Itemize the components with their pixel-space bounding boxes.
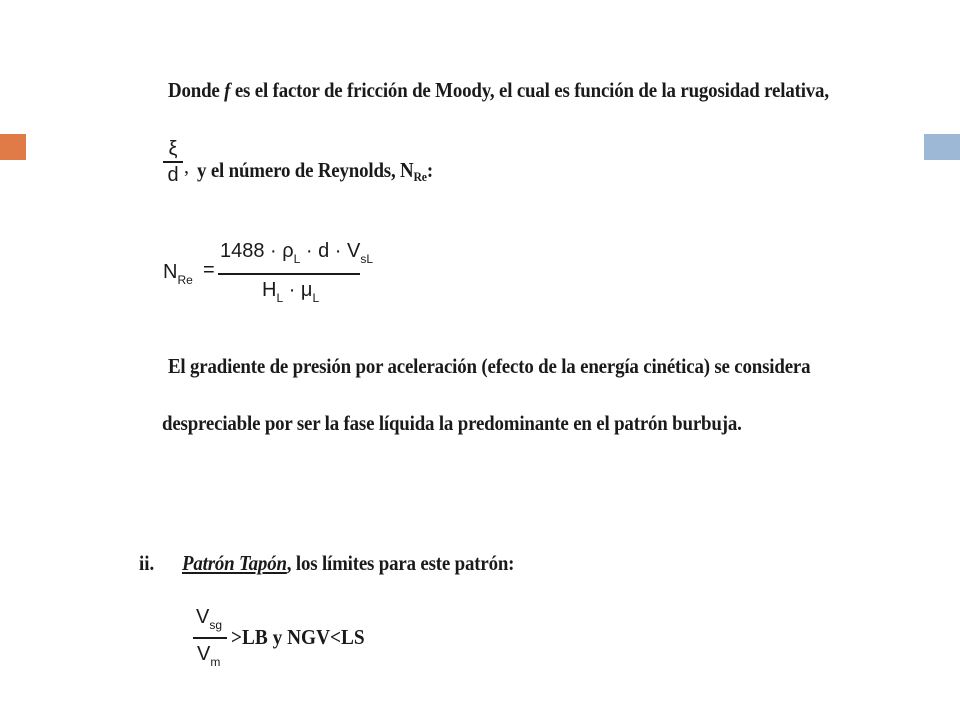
reynolds-denominator-part-a: H bbox=[262, 279, 277, 301]
fraction-bar bbox=[163, 161, 183, 163]
paragraph-reynolds-number bbox=[197, 158, 433, 185]
reynolds-denominator bbox=[262, 279, 319, 305]
list-item-rest: , los límites para este patrón: bbox=[286, 551, 515, 575]
roughness-denominator: d bbox=[167, 163, 179, 186]
paragraph-moody-factor bbox=[168, 78, 829, 103]
reynolds-lhs-subscript: Re bbox=[177, 273, 193, 287]
paragraph2-text: y el número de Reynolds, N bbox=[197, 158, 414, 182]
pattern-name: Patrón Tapón bbox=[182, 551, 287, 575]
reynolds-numerator-part-a: 1488 · ρ bbox=[220, 240, 294, 262]
paragraph1-lead: Donde bbox=[168, 78, 225, 102]
reynolds-lhs-symbol: N bbox=[163, 261, 178, 283]
paragraph1-rest: es el factor de fricción de Moody, el cual es función de la rugosidad relativa, bbox=[230, 78, 829, 102]
relative-roughness-fraction bbox=[163, 138, 183, 186]
paragraph2-suffix: : bbox=[426, 158, 433, 182]
reynolds-denominator-part-b: · μ bbox=[283, 279, 313, 301]
reynolds-numerator-sub-1: L bbox=[293, 252, 301, 266]
orange-accent-block bbox=[0, 134, 26, 160]
paragraph-negligible: despreciable por ser la fase líquida la predominante en el patrón burbuja. bbox=[162, 411, 742, 435]
velocity-ratio-bar bbox=[193, 637, 227, 639]
reynolds-numerator bbox=[220, 240, 373, 266]
list-item-slug-pattern bbox=[182, 551, 514, 576]
reynolds-denominator-sub-2: L bbox=[312, 291, 320, 305]
equals-sign: = bbox=[203, 259, 215, 281]
reynolds-denominator-sub-1: L bbox=[276, 291, 284, 305]
vm-subscript: m bbox=[210, 655, 221, 669]
paragraph-acceleration-gradient: El gradiente de presión por aceleración (efecto de la energía cinética) se considera bbox=[168, 354, 811, 378]
friction-factor-symbol: f bbox=[224, 78, 231, 102]
reynolds-lhs bbox=[163, 261, 193, 287]
reynolds-fraction-bar bbox=[218, 273, 360, 275]
reynolds-numerator-part-b: · d · V bbox=[300, 240, 361, 262]
roughness-comma: , bbox=[184, 156, 189, 178]
velocity-ratio-numerator bbox=[196, 606, 222, 632]
vm-symbol: V bbox=[197, 643, 211, 665]
roughness-numerator: ξ bbox=[168, 138, 178, 160]
velocity-ratio-denominator bbox=[197, 643, 220, 669]
blue-accent-block bbox=[924, 134, 960, 160]
reynolds-numerator-sub-2: sL bbox=[360, 252, 374, 266]
vsg-subscript: sg bbox=[209, 618, 223, 632]
list-marker: ii. bbox=[139, 551, 155, 575]
paragraph2-subscript: Re bbox=[413, 169, 427, 184]
vsg-symbol: V bbox=[196, 606, 210, 628]
slug-inequality: >LB y NGV<LS bbox=[231, 625, 365, 649]
